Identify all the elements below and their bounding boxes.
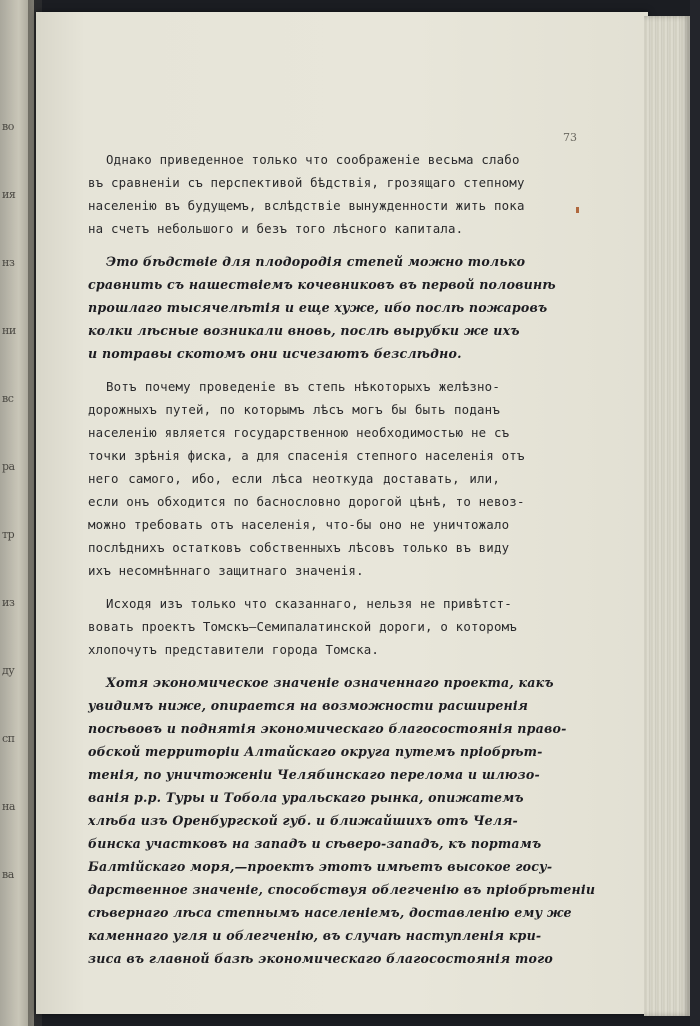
paragraph [88, 592, 517, 661]
text-line: увидимъ ниже, опирается на возможности расширенія [88, 698, 529, 713]
left-page-text-fragment: ни [2, 324, 16, 337]
page-edges [644, 16, 690, 1016]
paragraph [88, 671, 596, 970]
left-page-text-fragment: ду [2, 664, 15, 677]
paragraph [88, 250, 556, 365]
text-line: Однако приведенное только что соображеніе весьма слабо [106, 152, 520, 167]
paragraph [88, 148, 525, 240]
text-line: сѣвернаго лѣса степнымъ населеніемъ, доставленію ему же [88, 905, 572, 920]
left-page-text-fragment: нз [2, 256, 15, 269]
text-line: прошлаго тысячелѣтія и еще хуже, ибо послѣ пожаровъ [88, 300, 548, 315]
text-line: тенія, по уничтоженіи Челябинскаго перелома и шлюзо- [88, 767, 540, 782]
page-text [88, 148, 596, 980]
text-line: на счетъ небольшого и безъ того лѣсного капитала. [88, 221, 464, 236]
text-line: сравнить съ нашествіемъ кочевниковъ въ первой половинѣ [88, 277, 556, 292]
left-page-text-fragment: тр [2, 528, 15, 541]
text-line: если онъ обходится по баснословно дорогой цѣнѣ, то невоз- [88, 494, 525, 509]
text-line: вовать проектъ Томскъ—Семипалатинской дороги, о которомъ [88, 619, 517, 634]
text-line: посѣвовъ и поднятія экономическаго благосостоянія право- [88, 721, 567, 736]
text-line: Исходя изъ только что сказаннаго, нельзя не привѣтст- [106, 596, 512, 611]
text-line: колки лѣсные возникали вновь, послѣ вырубки же ихъ [88, 323, 520, 338]
background-edge [690, 0, 700, 1026]
text-line: бинска участковъ на западъ и сѣверо-западъ, къ портамъ [88, 836, 542, 851]
left-page-text-fragment: на [2, 800, 15, 813]
text-line: Хотя экономическое значеніе означеннаго проекта, какъ [106, 675, 554, 690]
left-page-text-fragment: из [2, 596, 15, 609]
text-line: хлопочутъ представители города Томска. [88, 642, 380, 657]
text-line: Балтійскаго моря,—проектъ этотъ имѣетъ высокое госу- [88, 859, 553, 874]
left-page-text-fragment: вс [2, 392, 14, 405]
left-page-text-fragment: ра [2, 460, 15, 473]
text-line: него самого, ибо, если лѣса неоткуда доставать, или, [88, 471, 500, 486]
page-number: 73 [563, 131, 577, 144]
text-line: точки зрѣнія фиска, а для спасенія степного населенія отъ [88, 448, 525, 463]
text-line: ванія р.р. Туры и Тобола уральскаго рынка, опижатемъ [88, 790, 524, 805]
text-line: населенію является государственною необходимостью не съ [88, 425, 510, 440]
left-page-text-fragment: ия [2, 188, 16, 201]
text-line: и потравы скотомъ они исчезаютъ безслѣдно. [88, 346, 462, 361]
text-line: ихъ несомнѣннаго защитнаго значенія. [88, 563, 364, 578]
text-line: можно требовать отъ населенія, что-бы оно не уничтожало [88, 517, 510, 532]
text-line: каменнаго угля и облегченію, въ случаѣ наступленія кри- [88, 928, 542, 943]
left-page-text-fragment: во [2, 120, 14, 133]
ink-mark [576, 207, 579, 213]
text-line: дорожныхъ путей, по которымъ лѣсъ могъ бы быть поданъ [88, 402, 500, 417]
text-line: послѣднихъ остатковъ собственныхъ лѣсовъ только въ виду [88, 540, 510, 555]
text-line: Вотъ почему проведеніе въ степь нѣкоторыхъ желѣзно- [106, 379, 500, 394]
text-line: дарственное значеніе, способствуя облегченію въ пріобрѣтеніи [88, 882, 596, 897]
text-line: въ сравненіи съ перспективой бѣдствія, грозящаго степному [88, 175, 525, 190]
text-line: Это бѣдствіе для плодородія степей можно только [106, 254, 526, 269]
left-page-text-fragment: ва [2, 868, 14, 881]
text-line: хлѣба изъ Оренбургской губ. и ближайшихъ отъ Челя- [88, 813, 518, 828]
paragraph [88, 375, 525, 582]
left-page-text-fragment: сп [2, 732, 15, 745]
text-line: населенію въ будущемъ, вслѣдствіе вынужденности жить пока [88, 198, 525, 213]
text-line: зиса въ главной базѣ экономическаго благосостоянія того [88, 951, 553, 966]
text-line: обской территоріи Алтайскаго округа путемъ пріобрѣт- [88, 744, 543, 759]
